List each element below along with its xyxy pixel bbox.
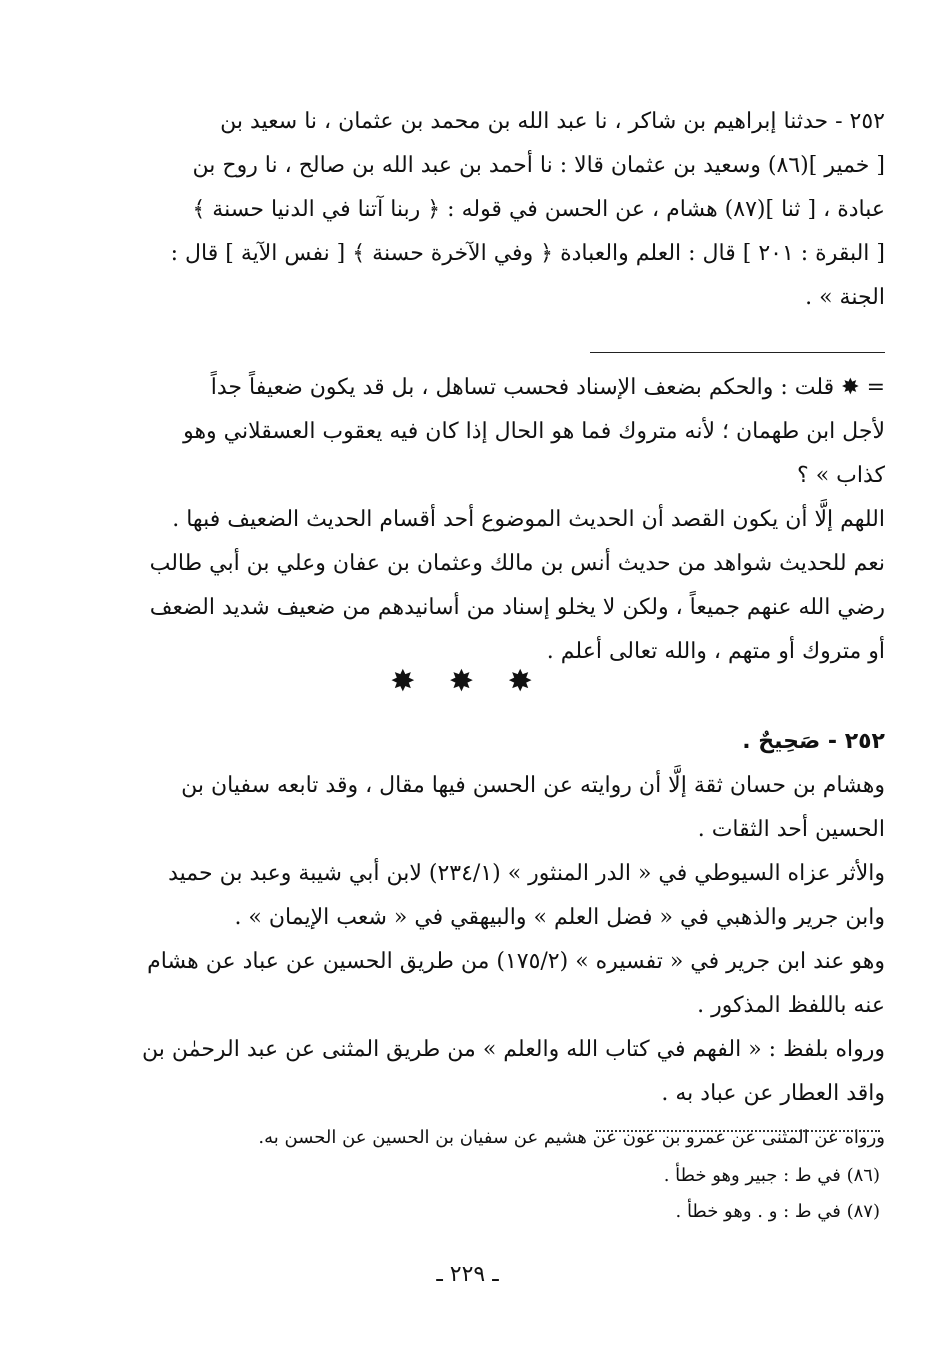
commentary-text [149,366,885,674]
grading-line: ورواه عن المثنى عن عمرو بن عون عن هشيم عن سفيان بن الحسين عن الحسن به. [258,1127,885,1148]
footnotes [500,1158,880,1230]
section-divider [590,352,885,353]
commentary-line: رضي الله عنهم جميعاً ، ولكن لا يخلو إسناد من أسانيدهم من ضعيف شديد الضعف [149,595,885,620]
commentary-line: = ✸ قلت : والحكم بضعف الإسناد فحسب تساهل ، بل قد يكون ضعيفاً جداً [210,375,885,400]
grading-line: عنه باللفظ المذكور . [697,993,885,1018]
grading-line: الحسين أحد الثقات . [697,817,885,842]
hadith-line: ٢٥٢ - حدثنا إبراهيم بن شاكر ، نا عبد الله بن محمد بن عثمان ، نا سعيد بن [220,109,885,134]
grading-line: والأثر عزاه السيوطي في « الدر المنثور » (٢٣٤/١) لابن أبي شيبة وعبد بن حميد [168,861,885,886]
grading-line: وهو عند ابن جرير في « تفسيره » (١٧٥/٢) من طريق الحسين عن عباد عن هشام [147,949,885,974]
grading-line: واقد العطار عن عباد به . [661,1081,885,1106]
grading-text [141,720,885,1160]
hadith-line: الجنة » . [805,285,885,310]
page-number: ـ ٢٢٩ ـ [436,1262,499,1287]
hadith-line: عبادة ، [ ثنا ](٨٧) هشام ، عن الحسن في قوله : ﴿ ربنا آتنا في الدنيا حسنة ﴾ [192,197,885,222]
commentary-line: أو متروك أو متهم ، والله تعالى أعلم . [546,639,885,664]
footnote-divider [596,1130,880,1132]
commentary-line: اللهم إلَّا أن يكون القصد أن الحديث الموضوع أحد أقسام الحديث الضعيف فبها . [172,507,885,532]
footnote-86: (٨٦) في ط : جبير وهو خطأ . [663,1165,880,1186]
grading-line: وهشام بن حسان ثقة إلَّا أن روايته عن الحسن فيها مقال ، وقد تابعه سفيان بن [181,773,885,798]
commentary-line: نعم للحديث شواهد من حديث أنس بن مالك وعثمان بن عفان وعلي بن أبي طالب [149,551,885,576]
grading-line: ورواه بلفظ : « الفهم في كتاب الله والعلم » من طريق المثنى عن عبد الرحمٰن بن [141,1037,885,1062]
footnote-87: (٨٧) في ط : و . وهو خطأ . [675,1201,880,1222]
hadith-line: [ خمير ](٨٦) وسعيد بن عثمان قالا : نا أحمد بن عبد الله بن صالح ، نا روح بن [192,153,885,178]
grading-heading: ٢٥٢ - صَحِيحٌ . [742,729,885,754]
grading-line: وابن جرير والذهبي في « فضل العلم » والبيهقي في « شعب الإيمان » . [234,905,885,930]
hadith-line: [ البقرة : ٢٠١ ] قال : العلم والعبادة ﴿ وفي الآخرة حسنة ﴾ [ نفس الآية ] قال : [170,241,885,266]
star-separator: ✸ ✸ ✸ [390,664,545,699]
hadith-text [170,100,885,320]
commentary-line: كذاب » ؟ [797,463,885,488]
commentary-line: لأجل ابن طهمان ؛ لأنه متروك فما هو الحال إذا كان فيه يعقوب العسقلاني وهو [183,419,885,444]
